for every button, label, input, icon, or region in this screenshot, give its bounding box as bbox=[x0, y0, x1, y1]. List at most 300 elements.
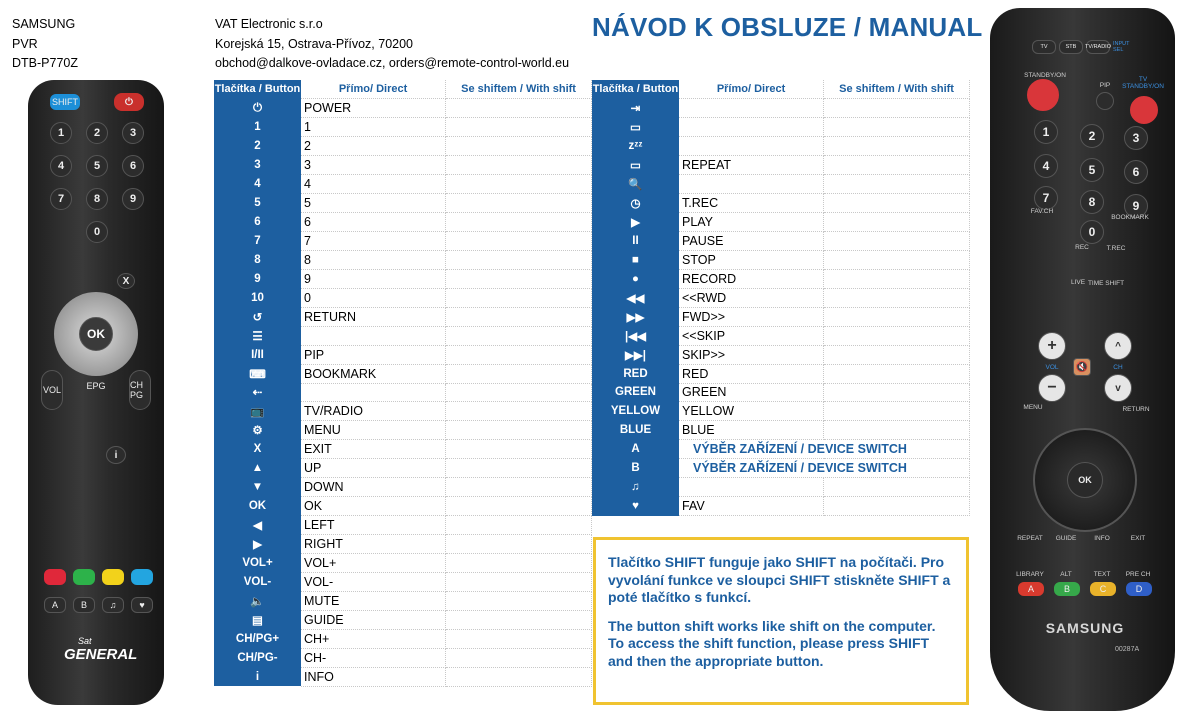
standby-label: STANDBY/ON bbox=[1024, 72, 1066, 79]
left-direct-function: 7 bbox=[301, 232, 446, 251]
left-row bbox=[214, 345, 592, 364]
left-shift-function bbox=[446, 269, 592, 288]
left-shift-function bbox=[446, 232, 592, 251]
right-direct-function bbox=[679, 175, 824, 194]
return-label: RETURN bbox=[1122, 406, 1150, 413]
right-shift-function bbox=[824, 497, 970, 516]
right-direct-function: PLAY bbox=[679, 213, 824, 232]
standby-button bbox=[1027, 79, 1059, 111]
left-direct-function: VOL- bbox=[301, 572, 446, 591]
digit-key: 7 bbox=[50, 188, 72, 210]
right-shift-function bbox=[824, 137, 970, 156]
left-direct-function: POWER bbox=[301, 99, 446, 118]
source-key: TV bbox=[1032, 40, 1056, 54]
left-shift-function bbox=[446, 667, 592, 686]
left-shift-function bbox=[446, 194, 592, 213]
left-button-label: 4 bbox=[214, 175, 301, 194]
left-direct-function: 1 bbox=[301, 118, 446, 137]
shift-note-en: The button shift works like shift on the computer. To access the shift function, please press SHIFT and then the appropriate button. bbox=[608, 617, 936, 669]
digit-key-right: 1 bbox=[1034, 120, 1058, 144]
left-button-label: ▤ bbox=[214, 610, 301, 629]
left-direct-function: 8 bbox=[301, 250, 446, 269]
right-shift-function bbox=[824, 326, 970, 345]
right-button-label: ▶▶ bbox=[592, 307, 679, 326]
left-direct-function: 4 bbox=[301, 175, 446, 194]
epg-button: EPG bbox=[86, 381, 106, 391]
left-row bbox=[214, 478, 592, 497]
left-shift-function bbox=[446, 345, 592, 364]
left-button-label: 3 bbox=[214, 156, 301, 175]
left-direct-function: OK bbox=[301, 497, 446, 516]
row1-label: GUIDE bbox=[1055, 535, 1077, 542]
left-direct-function: MENU bbox=[301, 421, 446, 440]
right-shift-function bbox=[824, 118, 970, 137]
left-row bbox=[214, 383, 592, 402]
vol-minus-icon: − bbox=[1038, 374, 1066, 402]
live-label: LIVE bbox=[1070, 279, 1086, 286]
left-direct-function bbox=[301, 326, 446, 345]
abcd-key: B bbox=[1054, 582, 1080, 596]
right-row bbox=[592, 194, 970, 213]
right-button-label: ● bbox=[592, 269, 679, 288]
right-header-direct: Přímo/ Direct bbox=[679, 80, 824, 99]
right-button-label: GREEN bbox=[592, 383, 679, 402]
vol-plus-icon: + bbox=[1038, 332, 1066, 360]
left-row bbox=[214, 667, 592, 686]
left-button-table bbox=[214, 80, 592, 687]
right-direct-function bbox=[679, 478, 824, 497]
ch-up-icon: ^ bbox=[1104, 332, 1132, 360]
right-row bbox=[592, 99, 970, 118]
right-direct-function: REPEAT bbox=[679, 156, 824, 175]
left-header-shift: Se shiftem / With shift bbox=[446, 80, 592, 99]
right-button-label: ▶ bbox=[592, 213, 679, 232]
row1-label: REPEAT bbox=[1017, 535, 1043, 542]
source-key: STB bbox=[1059, 40, 1083, 54]
left-row bbox=[214, 288, 592, 307]
left-row bbox=[214, 213, 592, 232]
remote-left-image bbox=[28, 80, 164, 705]
left-shift-function bbox=[446, 497, 592, 516]
company-email: obchod@dalkove-ovladace.cz, orders@remote-control-world.eu bbox=[215, 56, 570, 70]
left-row bbox=[214, 269, 592, 288]
left-direct-function: DOWN bbox=[301, 478, 446, 497]
right-row bbox=[592, 156, 970, 175]
ok-button-right: OK bbox=[1067, 462, 1103, 498]
right-shift-function bbox=[824, 175, 970, 194]
remote-right-image bbox=[990, 8, 1175, 711]
digit-key: 1 bbox=[50, 122, 72, 144]
timeshift-label: TIME SHIFT bbox=[1087, 280, 1125, 287]
left-shift-function bbox=[446, 516, 592, 535]
left-shift-function bbox=[446, 553, 592, 572]
left-shift-function bbox=[446, 326, 592, 345]
ch-button: CH PG bbox=[129, 370, 151, 410]
left-row bbox=[214, 648, 592, 667]
digit-key-right: 5 bbox=[1080, 158, 1104, 182]
left-direct-function: UP bbox=[301, 459, 446, 478]
right-direct-function: BLUE bbox=[679, 421, 824, 440]
right-direct-function: T.REC bbox=[679, 194, 824, 213]
right-row bbox=[592, 383, 970, 402]
left-direct-function bbox=[301, 383, 446, 402]
header-left bbox=[12, 15, 78, 74]
right-button-label: ♥ bbox=[592, 497, 679, 516]
left-row bbox=[214, 99, 592, 118]
right-device-switch: VÝBĚR ZAŘÍZENÍ / DEVICE SWITCH bbox=[679, 459, 970, 478]
left-shift-function bbox=[446, 175, 592, 194]
left-direct-function: CH+ bbox=[301, 629, 446, 648]
left-direct-function: RIGHT bbox=[301, 535, 446, 554]
left-row bbox=[214, 250, 592, 269]
left-button-label: ⏻ bbox=[214, 99, 301, 118]
left-direct-function: 0 bbox=[301, 288, 446, 307]
ch-label: CH bbox=[1113, 364, 1123, 371]
right-shift-function bbox=[824, 402, 970, 421]
left-header-button: Tlačítka / Button bbox=[214, 80, 301, 99]
digit-key: 6 bbox=[122, 155, 144, 177]
left-row bbox=[214, 572, 592, 591]
model-code: 00287A bbox=[1115, 646, 1140, 653]
right-device-switch: VÝBĚR ZAŘÍZENÍ / DEVICE SWITCH bbox=[679, 440, 970, 459]
right-direct-function: RECORD bbox=[679, 269, 824, 288]
right-button-label: zᶻᶻ bbox=[592, 137, 679, 156]
left-row bbox=[214, 497, 592, 516]
right-direct-function: GREEN bbox=[679, 383, 824, 402]
left-row bbox=[214, 326, 592, 345]
left-direct-function: 5 bbox=[301, 194, 446, 213]
right-shift-function bbox=[824, 478, 970, 497]
left-shift-function bbox=[446, 288, 592, 307]
bookmark-label: BOOKMARK bbox=[1111, 214, 1149, 221]
info-button: i bbox=[106, 446, 126, 464]
left-shift-function bbox=[446, 629, 592, 648]
left-row bbox=[214, 118, 592, 137]
right-button-label: ⇥ bbox=[592, 99, 679, 118]
right-direct-function: YELLOW bbox=[679, 402, 824, 421]
left-button-label: 10 bbox=[214, 288, 301, 307]
left-button-label: ⇠ bbox=[214, 383, 301, 402]
tv-standby-label: TV STANDBY/ON bbox=[1122, 76, 1164, 90]
shift-note bbox=[593, 537, 969, 705]
bottom-key: A bbox=[44, 597, 66, 613]
right-shift-function bbox=[824, 383, 970, 402]
left-shift-function bbox=[446, 610, 592, 629]
digit-key-right: 2 bbox=[1080, 124, 1104, 148]
left-row bbox=[214, 440, 592, 459]
right-direct-function: RED bbox=[679, 364, 824, 383]
trec-label: T.REC bbox=[1106, 245, 1126, 252]
menu-label: MENU bbox=[1023, 404, 1043, 411]
row2-label: ALT bbox=[1060, 571, 1072, 578]
left-direct-function: 6 bbox=[301, 213, 446, 232]
left-button-label: ☰ bbox=[214, 326, 301, 345]
abcd-key: D bbox=[1126, 582, 1152, 596]
left-direct-function: CH- bbox=[301, 648, 446, 667]
device-type-text: PVR bbox=[12, 36, 38, 51]
right-row bbox=[592, 364, 970, 383]
left-shift-function bbox=[446, 99, 592, 118]
pip-label: PIP bbox=[1099, 82, 1111, 89]
company-address: Korejská 15, Ostrava-Přívoz, 70200 bbox=[215, 36, 414, 51]
left-row bbox=[214, 591, 592, 610]
left-direct-function: BOOKMARK bbox=[301, 364, 446, 383]
right-button-label: ◷ bbox=[592, 194, 679, 213]
brand-small-text: Sat bbox=[78, 636, 92, 646]
right-direct-function: <<SKIP bbox=[679, 326, 824, 345]
right-shift-function bbox=[824, 232, 970, 251]
digit-key: 5 bbox=[86, 155, 108, 177]
left-shift-function bbox=[446, 156, 592, 175]
right-row bbox=[592, 326, 970, 345]
left-button-label: ◀ bbox=[214, 516, 301, 535]
right-shift-function bbox=[824, 364, 970, 383]
left-shift-function bbox=[446, 421, 592, 440]
left-button-label: VOL- bbox=[214, 572, 301, 591]
right-shift-function bbox=[824, 194, 970, 213]
row1-label: EXIT bbox=[1130, 535, 1146, 542]
right-row bbox=[592, 459, 970, 478]
left-row bbox=[214, 535, 592, 554]
right-shift-function bbox=[824, 213, 970, 232]
ch-down-icon: v bbox=[1104, 374, 1132, 402]
right-button-label: |◀◀ bbox=[592, 326, 679, 345]
color-key bbox=[44, 569, 66, 585]
left-row bbox=[214, 307, 592, 326]
left-shift-function bbox=[446, 572, 592, 591]
left-row bbox=[214, 421, 592, 440]
left-header-row bbox=[214, 80, 592, 99]
right-row bbox=[592, 175, 970, 194]
left-row bbox=[214, 232, 592, 251]
right-shift-function bbox=[824, 288, 970, 307]
digit-key: 3 bbox=[122, 122, 144, 144]
left-row bbox=[214, 137, 592, 156]
right-row bbox=[592, 421, 970, 440]
left-button-label: 8 bbox=[214, 250, 301, 269]
page-title: NÁVOD K OBSLUZE / MANUAL bbox=[592, 12, 983, 42]
right-header-row bbox=[592, 80, 970, 99]
right-shift-function bbox=[824, 99, 970, 118]
left-shift-function bbox=[446, 213, 592, 232]
right-direct-function: <<RWD bbox=[679, 288, 824, 307]
company-name: VAT Electronic s.r.o bbox=[215, 17, 323, 31]
bottom-key: B bbox=[73, 597, 95, 613]
right-row bbox=[592, 137, 970, 156]
shift-button: SHIFT bbox=[50, 94, 80, 110]
left-button-label: 7 bbox=[214, 232, 301, 251]
left-row bbox=[214, 459, 592, 478]
left-button-label: CH/PG- bbox=[214, 648, 301, 667]
right-shift-function bbox=[824, 269, 970, 288]
right-direct-function: PAUSE bbox=[679, 232, 824, 251]
right-header-button: Tlačítka / Button bbox=[592, 80, 679, 99]
left-direct-function: LEFT bbox=[301, 516, 446, 535]
left-button-label: 🔈 bbox=[214, 591, 301, 610]
right-shift-function bbox=[824, 421, 970, 440]
right-row bbox=[592, 269, 970, 288]
left-direct-function: INFO bbox=[301, 667, 446, 686]
left-direct-function: 9 bbox=[301, 269, 446, 288]
x-button: X bbox=[117, 273, 135, 289]
left-shift-function bbox=[446, 137, 592, 156]
bottom-key: ♥ bbox=[131, 597, 153, 613]
right-button-label: RED bbox=[592, 364, 679, 383]
samsung-logo: SAMSUNG bbox=[1045, 620, 1125, 636]
color-key bbox=[131, 569, 153, 585]
left-row bbox=[214, 629, 592, 648]
header-company bbox=[215, 15, 569, 74]
right-button-label: ■ bbox=[592, 250, 679, 269]
right-row bbox=[592, 478, 970, 497]
left-button-label: CH/PG+ bbox=[214, 629, 301, 648]
right-direct-function bbox=[679, 118, 824, 137]
left-row bbox=[214, 175, 592, 194]
right-direct-function: SKIP>> bbox=[679, 345, 824, 364]
left-shift-function bbox=[446, 250, 592, 269]
color-key bbox=[73, 569, 95, 585]
favch-label: FAV.CH bbox=[1030, 208, 1054, 215]
brand-logo-text: GENERAL bbox=[64, 646, 138, 663]
color-key bbox=[102, 569, 124, 585]
digit-key-right: 9 bbox=[1124, 194, 1148, 218]
source-key: TV/RADIO bbox=[1086, 40, 1110, 54]
left-shift-function bbox=[446, 364, 592, 383]
left-button-label: ⌨ bbox=[214, 364, 301, 383]
right-button-label: B bbox=[592, 459, 679, 478]
left-shift-function bbox=[446, 118, 592, 137]
left-button-label: ⚙ bbox=[214, 421, 301, 440]
right-direct-function: FAV bbox=[679, 497, 824, 516]
left-direct-function: MUTE bbox=[301, 591, 446, 610]
right-row bbox=[592, 497, 970, 516]
right-direct-function bbox=[679, 137, 824, 156]
left-shift-function bbox=[446, 383, 592, 402]
left-shift-function bbox=[446, 440, 592, 459]
left-shift-function bbox=[446, 535, 592, 554]
digit-key: 8 bbox=[86, 188, 108, 210]
right-button-table bbox=[592, 80, 970, 516]
vol-button: VOL bbox=[41, 370, 63, 410]
left-button-label: ▼ bbox=[214, 478, 301, 497]
brand-logo bbox=[48, 636, 148, 676]
left-button-label: 📺 bbox=[214, 402, 301, 421]
digit-key-right: 0 bbox=[1080, 220, 1104, 244]
right-row bbox=[592, 440, 970, 459]
digit-key-right: 8 bbox=[1080, 190, 1104, 214]
right-button-label: ♫ bbox=[592, 478, 679, 497]
right-shift-function bbox=[824, 345, 970, 364]
left-direct-function: EXIT bbox=[301, 440, 446, 459]
left-row bbox=[214, 194, 592, 213]
left-direct-function: 3 bbox=[301, 156, 446, 175]
right-row bbox=[592, 402, 970, 421]
left-button-label: ▲ bbox=[214, 459, 301, 478]
left-shift-function bbox=[446, 591, 592, 610]
right-button-label: ◀◀ bbox=[592, 288, 679, 307]
right-direct-function: STOP bbox=[679, 250, 824, 269]
right-button-label: 🔍 bbox=[592, 175, 679, 194]
left-direct-function: PIP bbox=[301, 345, 446, 364]
left-shift-function bbox=[446, 478, 592, 497]
digit-key: 0 bbox=[86, 221, 108, 243]
right-button-label: ▭ bbox=[592, 156, 679, 175]
right-row bbox=[592, 345, 970, 364]
left-shift-function bbox=[446, 307, 592, 326]
left-row bbox=[214, 553, 592, 572]
right-direct-function: FWD>> bbox=[679, 307, 824, 326]
row2-label: LIBRARY bbox=[1016, 571, 1044, 578]
right-shift-function bbox=[824, 307, 970, 326]
model-text: DTB-P770Z bbox=[12, 56, 78, 70]
left-button-label: I/II bbox=[214, 345, 301, 364]
left-button-label: 5 bbox=[214, 194, 301, 213]
left-direct-function: GUIDE bbox=[301, 610, 446, 629]
left-row bbox=[214, 610, 592, 629]
left-row bbox=[214, 516, 592, 535]
right-row bbox=[592, 118, 970, 137]
right-row bbox=[592, 288, 970, 307]
abcd-key: C bbox=[1090, 582, 1116, 596]
left-shift-function bbox=[446, 459, 592, 478]
left-button-label: VOL+ bbox=[214, 553, 301, 572]
left-button-label: i bbox=[214, 667, 301, 686]
tv-standby-button bbox=[1130, 96, 1158, 124]
left-button-label: X bbox=[214, 440, 301, 459]
left-button-label: 9 bbox=[214, 269, 301, 288]
digit-key: 4 bbox=[50, 155, 72, 177]
digit-key-right: 6 bbox=[1124, 160, 1148, 184]
right-button-label: ▭ bbox=[592, 118, 679, 137]
right-row bbox=[592, 232, 970, 251]
left-button-label: 6 bbox=[214, 213, 301, 232]
left-shift-function bbox=[446, 402, 592, 421]
left-row bbox=[214, 364, 592, 383]
right-button-label: BLUE bbox=[592, 421, 679, 440]
bottom-key: ♫ bbox=[102, 597, 124, 613]
right-direct-function bbox=[679, 99, 824, 118]
digit-key-right: 3 bbox=[1124, 126, 1148, 150]
shift-note-cz: Tlačítko SHIFT funguje jako SHIFT na počítači. Pro vyvolání funkce ve sloupci SHIFT stiskněte SHIFT a poté tlačítko s funkcí. bbox=[608, 554, 951, 605]
vol-label: VOL bbox=[1045, 364, 1059, 371]
digit-key: 2 bbox=[86, 122, 108, 144]
row1-label: INFO bbox=[1094, 535, 1110, 542]
left-button-label: ↺ bbox=[214, 307, 301, 326]
left-row bbox=[214, 402, 592, 421]
pip-button bbox=[1096, 92, 1114, 110]
right-shift-function bbox=[824, 156, 970, 175]
abcd-key: A bbox=[1018, 582, 1044, 596]
right-button-label: YELLOW bbox=[592, 402, 679, 421]
left-shift-function bbox=[446, 648, 592, 667]
row2-label: PRE CH bbox=[1125, 571, 1151, 578]
row2-label: TEXT bbox=[1093, 571, 1111, 578]
right-shift-function bbox=[824, 250, 970, 269]
left-header-direct: Přímo/ Direct bbox=[301, 80, 446, 99]
left-direct-function: 2 bbox=[301, 137, 446, 156]
right-row bbox=[592, 213, 970, 232]
left-button-label: 1 bbox=[214, 118, 301, 137]
right-button-label: A bbox=[592, 440, 679, 459]
right-row bbox=[592, 250, 970, 269]
mute-icon: 🔇 bbox=[1073, 358, 1091, 376]
right-button-label: ▶▶| bbox=[592, 345, 679, 364]
left-row bbox=[214, 156, 592, 175]
digit-key-right: 4 bbox=[1034, 154, 1058, 178]
left-direct-function: TV/RADIO bbox=[301, 402, 446, 421]
right-row bbox=[592, 307, 970, 326]
digit-key-right: 7 bbox=[1034, 186, 1058, 210]
